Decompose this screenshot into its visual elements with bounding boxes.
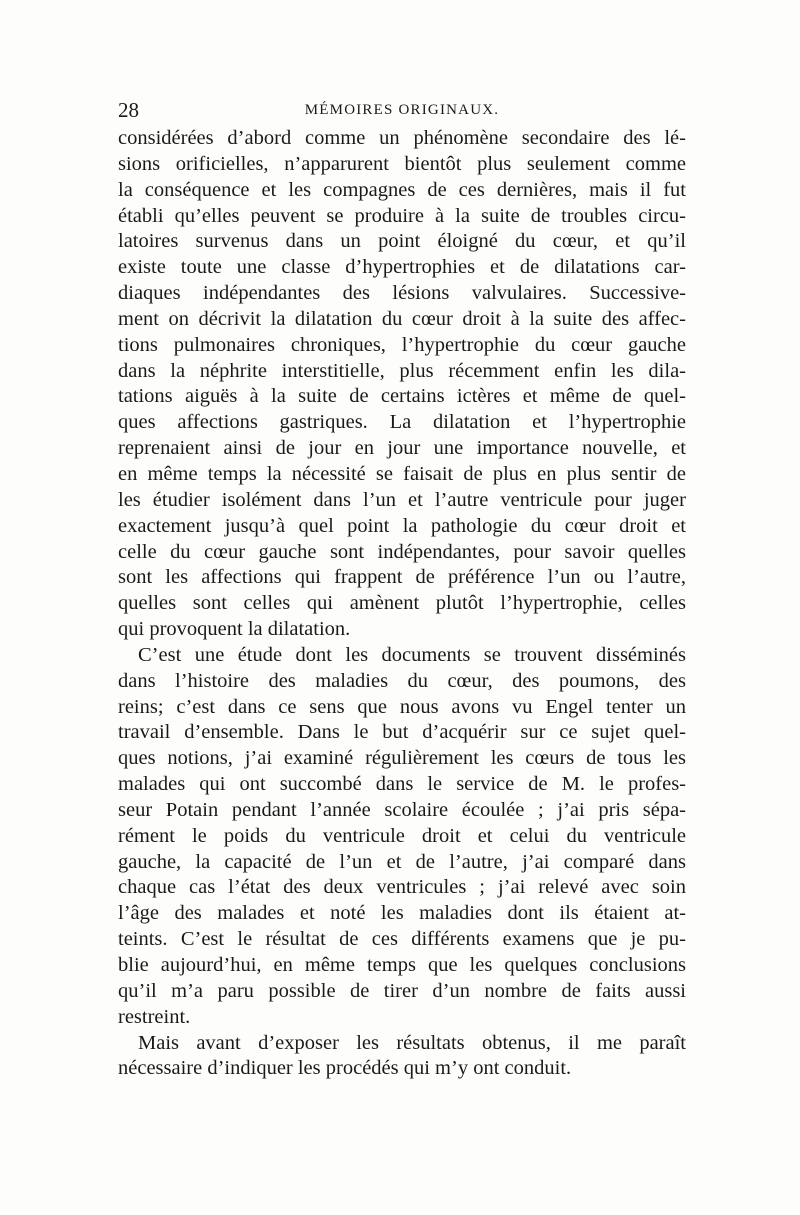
text-line: C’est une étude dont les documents se trouvent disséminés	[138, 643, 686, 666]
body-text	[118, 126, 686, 1082]
text-line: restreint.	[118, 1005, 191, 1028]
text-line: la conséquence et les compagnes de ces dernières, mais il fut	[118, 178, 686, 201]
text-line: exactement jusqu’à quel point la pathologie du cœur droit et	[118, 514, 686, 537]
text-line: ques affections gastriques. La dilatation et l’hypertrophie	[118, 411, 686, 434]
text-line: travail d’ensemble. Dans le but d’acquérir sur ce sujet quel-	[118, 721, 686, 744]
text-line: établi qu’elles peuvent se produire à la suite de troubles circu-	[118, 204, 686, 227]
text-line: tions pulmonaires chroniques, l’hypertrophie du cœur gauche	[118, 333, 686, 356]
text-line: qu’il m’a paru possible de tirer d’un nombre de faits aussi	[118, 979, 686, 1002]
text-line: existe toute une classe d’hypertrophies et de dilatations car-	[118, 256, 686, 279]
text-line: malades qui ont succombé dans le service de M. le profes-	[118, 773, 686, 796]
text-line: dans la néphrite interstitielle, plus récemment enfin les dila-	[118, 359, 686, 382]
text-line: Mais avant d’exposer les résultats obtenus, il me paraît	[138, 1031, 686, 1054]
text-line: chaque cas l’état des deux ventricules ; j’ai relevé avec soin	[118, 876, 686, 899]
text-line: latoires survenus dans un point éloigné du cœur, et qu’il	[118, 230, 686, 253]
text-line: sont les affections qui frappent de préférence l’un ou l’autre,	[118, 566, 686, 589]
text-line: l’âge des malades et noté les maladies dont ils étaient at-	[118, 902, 686, 925]
text-line: reprenaient ainsi de jour en jour une importance nouvelle, et	[118, 437, 686, 460]
text-line: tations aiguës à la suite de certains ictères et même de quel-	[118, 385, 686, 408]
text-line: gauche, la capacité de l’un et de l’autre, j’ai comparé dans	[118, 850, 686, 873]
text-line: nécessaire d’indiquer les procédés qui m’y ont conduit.	[118, 1057, 572, 1080]
text-line: quelles sont celles qui amènent plutôt l’hypertrophie, celles	[118, 592, 686, 615]
text-line: seur Potain pendant l’année scolaire écoulée ; j’ai pris sépa-	[118, 798, 686, 821]
text-line: en même temps la nécessité se faisait de plus en plus sentir de	[118, 462, 686, 485]
page-header	[118, 97, 686, 123]
text-line: ques notions, j’ai examiné régulièrement les cœurs de tous les	[118, 747, 686, 770]
text-line: diaques indépendantes des lésions valvulaires. Successive-	[118, 282, 686, 305]
text-line: considérées d’abord comme un phénomène secondaire des lé-	[118, 127, 686, 149]
text-line: ment on décrivit la dilatation du cœur droit à la suite des affec-	[118, 307, 686, 330]
text-line: teints. C’est le résultat de ces différents examens que je pu-	[118, 928, 686, 951]
page-number: 28	[118, 98, 139, 122]
text-line: sions orificielles, n’apparurent bientôt plus seulement comme	[118, 152, 686, 175]
text-line: dans l’histoire des maladies du cœur, des poumons, des	[118, 669, 686, 692]
text-line: celle du cœur gauche sont indépendantes, pour savoir quelles	[118, 540, 686, 563]
text-line: blie aujourd’hui, en même temps que les quelques conclusions	[118, 954, 686, 976]
text-line: les étudier isolément dans l’un et l’autre ventricule pour juger	[118, 488, 686, 511]
text-line: reins; c’est dans ce sens que nous avons vu Engel tenter un	[118, 695, 686, 718]
text-line: qui provoquent la dilatation.	[118, 618, 351, 641]
running-head: MÉMOIRES ORIGINAUX.	[304, 102, 500, 118]
text-line: rément le poids du ventricule droit et celui du ventricule	[118, 824, 686, 847]
